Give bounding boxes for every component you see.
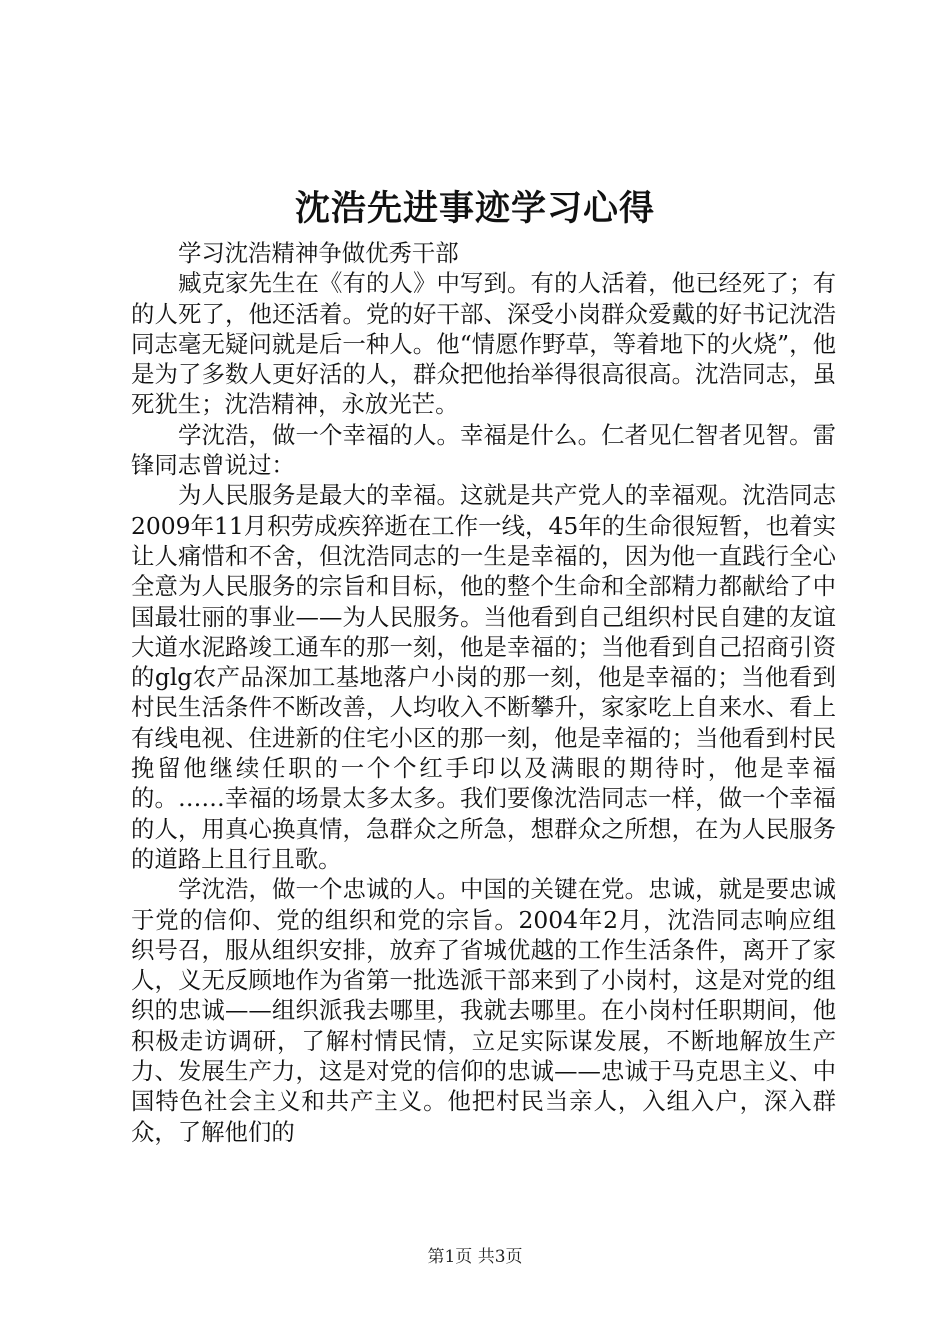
- paragraph: 为人民服务是最大的幸福。这就是共产党人的幸福观。沈浩同志2009年11月积劳成疾猝逝在工作一线，45年的生命很短暂，也着实让人痛惜和不舍，但沈浩同志的一生是幸福的，因为他一直践行全心全意为人民服务的宗旨和目标，他的整个生命和全部精力都献给了中国最壮丽的事业——为人民服务。当他看到自己组织村民自建的友谊大道水泥路竣工通车的那一刻，他是幸福的；当他看到自己招商引资的glg农产品深加工基地落户小岗的那一刻，他是幸福的；当他看到村民生活条件不断改善，人均收入不断攀升，家家吃上自来水、看上有线电视、住进新的住宅小区的那一刻，他是幸福的；当他看到村民挽留他继续任职的一个个红手印以及满眼的期待时，他是幸福的。……幸福的场景太多太多。我们要像沈浩同志一样，做一个幸福的人，用真心换真情，急群众之所急，想群众之所想，在为人民服务的道路上且行且歌。: [131, 481, 836, 873]
- paragraph: 学沈浩，做一个幸福的人。幸福是什么。仁者见仁智者见智。雷锋同志曾说过：: [131, 420, 836, 480]
- document-title: 沈浩先进事迹学习心得: [294, 188, 655, 229]
- paragraph-subtitle: 学习沈浩精神争做优秀干部: [178, 239, 459, 267]
- paragraph: 学沈浩，做一个忠诚的人。中国的关键在党。忠诚，就是要忠诚于党的信仰、党的组织和党的宗旨。2004年2月，沈浩同志响应组织号召，服从组织安排，放弃了省城优越的工作生活条件，离开了家人，义无反顾地作为省第一批选派干部来到了小岗村，这是对党的组织的忠诚——组织派我去哪里，我就去哪里。在小岗村任职期间，他积极走访调研，了解村情民情，立足实际谋发展，不断地解放生产力、发展生产力，这是对党的信仰的忠诚——忠诚于马克思主义、中国特色社会主义和共产主义。他把村民当亲人，入组入户，深入群众，了解他们的: [131, 875, 836, 1146]
- paragraph: 臧克家先生在《有的人》中写到。有的人活着，他已经死了；有的人死了，他还活着。党的好干部、深受小岗群众爱戴的好书记沈浩同志毫无疑问就是后一种人。他“情愿作野草，等着地下的火烧”，他是为了多数人更好活的人，群众把他抬举得很高很高。沈浩同志，虽死犹生；沈浩精神，永放光芒。: [131, 269, 836, 419]
- page-number-footer: 第1页 共3页: [427, 1247, 523, 1267]
- document-body: [131, 238, 836, 1147]
